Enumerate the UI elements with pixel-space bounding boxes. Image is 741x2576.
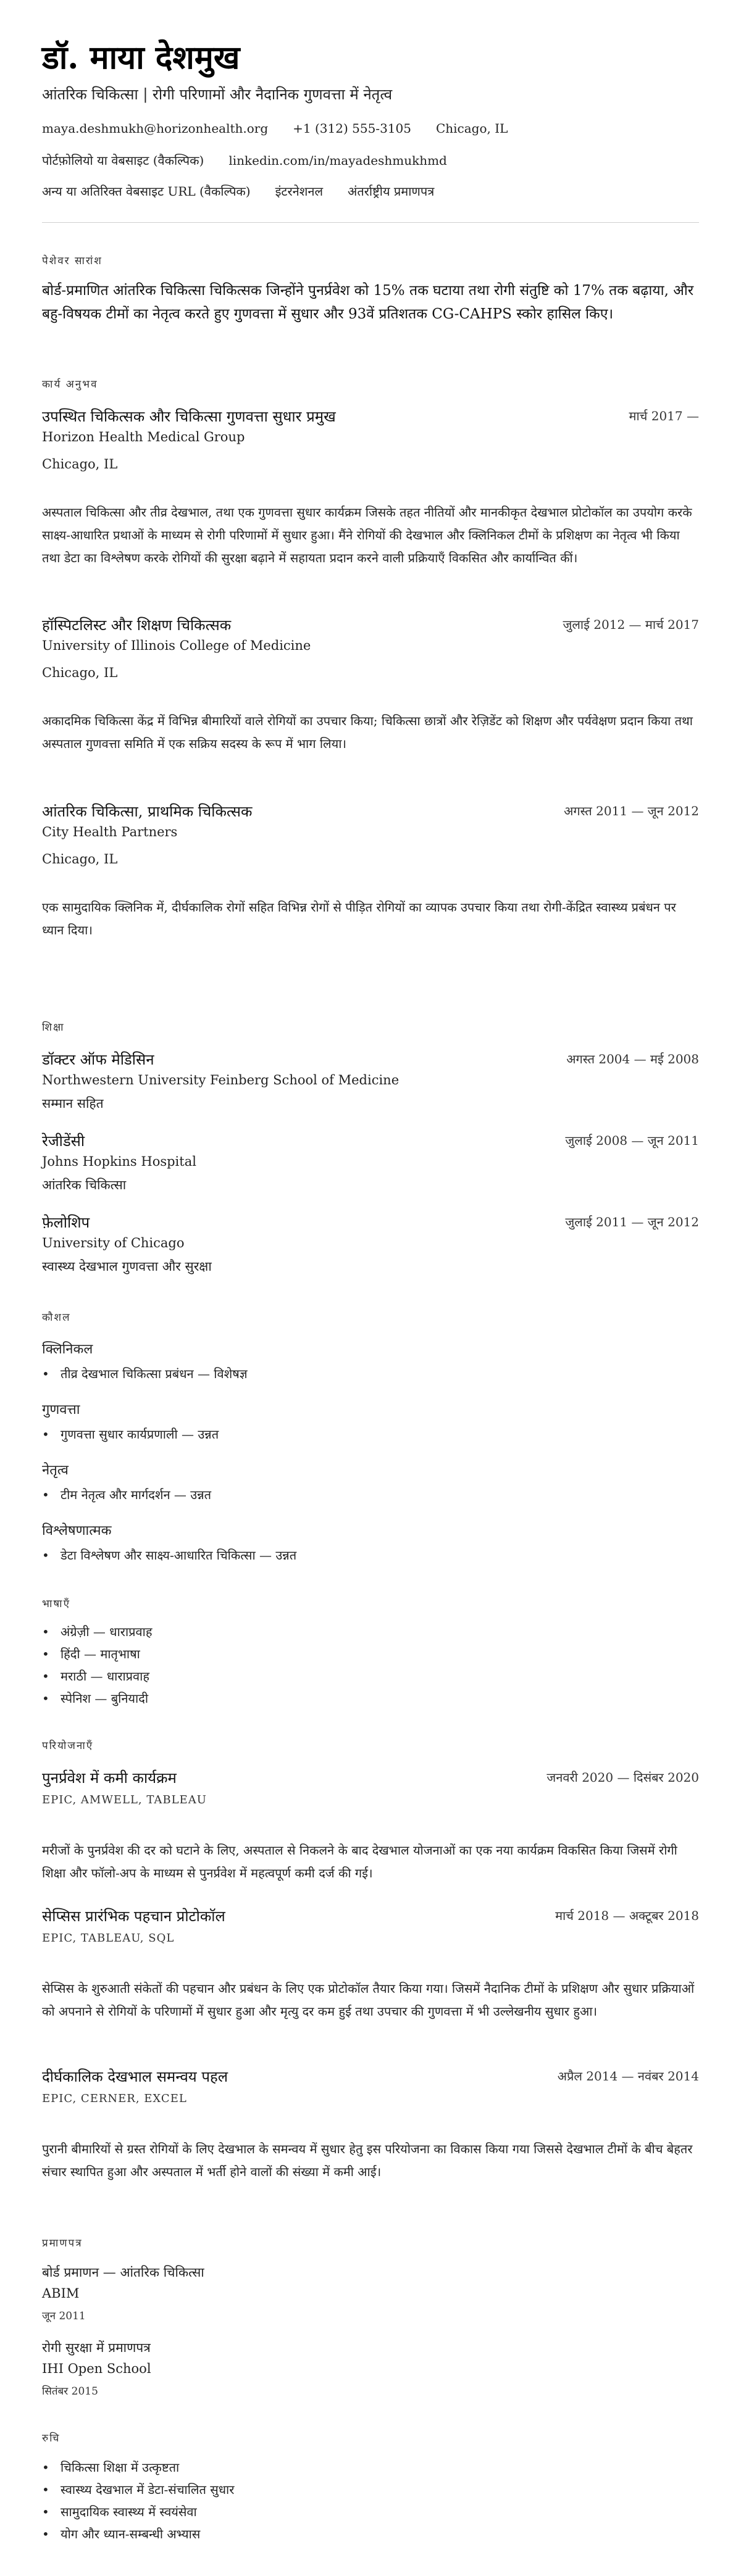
job-location: Chicago, IL xyxy=(42,665,118,680)
degree-title: रेजीडेंसी xyxy=(42,1132,85,1150)
job-description: एक सामुदायिक क्लिनिक में, दीर्घकालिक रोगों सहित विभिन्न रोगों से पीड़ित रोगियों का व्यापक उपचार किया तथा रोगी-केंद्रित स्वास्थ्य प्रबंधन पर ध्यान दिया। xyxy=(42,900,676,937)
project-description: पुरानी बीमारियों से ग्रस्त रोगियों के लिए देखभाल के समन्वय में सुधार हेतु इस परियोजना का विकास किया गया जिससे देखभाल टीमों के बीच बेहतर संचार स्थापित हुआ और अस्पताल में भर्ती होने वालों की संख्या में कमी आई। xyxy=(42,2142,693,2179)
cert-date: जून 2011 xyxy=(42,2310,86,2322)
job-location: Chicago, IL xyxy=(42,457,118,472)
language-item: • हिंदी — मातृभाषा xyxy=(42,1647,140,1661)
header-divider xyxy=(42,222,699,223)
education-org: Johns Hopkins Hospital xyxy=(42,1154,196,1169)
project-title: पुनर्प्रवेश में कमी कार्यक्रम xyxy=(42,1769,177,1787)
language-item: • अंग्रेज़ी — धाराप्रवाह xyxy=(42,1624,153,1639)
interest-item: • स्वास्थ्य देखभाल में डेटा-संचालित सुधार xyxy=(42,2482,235,2497)
cert-org: IHI Open School xyxy=(42,2361,151,2376)
headline: आंतरिक चिकित्सा | रोगी परिणामों और नैदानिक गुणवत्ता में नेतृत्व xyxy=(42,86,393,103)
skill-item: • गुणवत्ता सुधार कार्यप्रणाली — उन्नत xyxy=(42,1427,219,1442)
linkedin-link[interactable]: linkedin.com/in/mayadeshmukhmd xyxy=(228,153,447,168)
skill-item: • तीव्र देखभाल चिकित्सा प्रबंधन — विशेषज्ञ xyxy=(42,1366,248,1381)
job-org: University of Illinois College of Medicine xyxy=(42,638,311,653)
skill-group-name: विश्लेषणात्मक xyxy=(42,1523,112,1539)
project-description: सेप्सिस के शुरुआती संकेतों की पहचान और प्रबंधन के लिए एक प्रोटोकॉल तैयार किया गया। जिसमें नैदानिक टीमों के प्रशिक्षण और सुधार प्रक्रियाओं को अपनाने से रोगियों के परिणामों में सुधार हुआ और मृत्यु दर कम हुई तथा उपचार की गुणवत्ता में भी उल्लेखनीय सुधार हुआ। xyxy=(42,1981,695,2019)
contact-row-2 xyxy=(42,152,472,168)
project-date: मार्च 2018 — अक्टूबर 2018 xyxy=(555,1908,699,1923)
degree-title: डॉक्टर ऑफ मेडिसिन xyxy=(42,1051,154,1068)
education-date: जुलाई 2008 — जून 2011 xyxy=(565,1133,699,1148)
portfolio-link[interactable]: पोर्टफ़ोलियो या वेबसाइट (वैकल्पिक) xyxy=(42,153,204,168)
email-link[interactable]: maya.deshmukh@horizonhealth.org xyxy=(42,121,269,136)
project-tools: EPIC, AMWELL, TABLEAU xyxy=(42,1793,207,1806)
education-note: स्वास्थ्य देखभाल गुणवत्ता और सुरक्षा xyxy=(42,1259,212,1274)
skill-group-name: नेतृत्व xyxy=(42,1463,69,1478)
cert-title: बोर्ड प्रमाणन — आंतरिक चिकित्सा xyxy=(42,2265,204,2280)
certifications-heading: प्रमाणपत्र xyxy=(42,2237,83,2250)
phone[interactable]: +1 (312) 555-3105 xyxy=(293,121,411,136)
summary-heading: पेशेवर सारांश xyxy=(42,255,103,267)
project-tools: EPIC, TABLEAU, SQL xyxy=(42,1932,175,1945)
project-title: सेप्सिस प्रारंभिक पहचान प्रोटोकॉल xyxy=(42,1908,225,1925)
projects-heading: परियोजनाएँ xyxy=(42,1740,94,1752)
job-date: जुलाई 2012 — मार्च 2017 xyxy=(563,617,699,632)
interests-heading: रुचि xyxy=(42,2432,61,2445)
extra-3: अंतर्राष्ट्रीय प्रमाणपत्र xyxy=(348,184,435,199)
skills-heading: कौशल xyxy=(42,1311,71,1324)
skill-group-name: गुणवत्ता xyxy=(42,1402,80,1418)
cert-org: ABIM xyxy=(42,2286,80,2301)
education-heading: शिक्षा xyxy=(42,1021,65,1034)
job-title: उपस्थित चिकित्सक और चिकित्सा गुणवत्ता सुधार प्रमुख xyxy=(42,408,336,425)
language-item: • स्पेनिश — बुनियादी xyxy=(42,1691,149,1706)
job-date: मार्च 2017 — xyxy=(629,409,699,423)
interest-item: • चिकित्सा शिक्षा में उत्कृष्टता xyxy=(42,2460,180,2475)
project-date: जनवरी 2020 — दिसंबर 2020 xyxy=(546,1770,699,1785)
skill-item: • टीम नेतृत्व और मार्गदर्शन — उन्नत xyxy=(42,1487,212,1502)
job-title: आंतरिक चिकित्सा, प्राथमिक चिकित्सक xyxy=(42,803,253,820)
contact-row-3 xyxy=(42,183,459,199)
languages-heading: भाषाएँ xyxy=(42,1598,70,1610)
language-item: • मराठी — धाराप्रवाह xyxy=(42,1669,149,1684)
job-org: Horizon Health Medical Group xyxy=(42,430,245,444)
education-org: Northwestern University Feinberg School of Medicine xyxy=(42,1073,400,1087)
skill-group-name: क्लिनिकल xyxy=(42,1342,93,1357)
candidate-name: डॉ. माया देशमुख xyxy=(42,39,240,77)
project-tools: EPIC, CERNER, EXCEL xyxy=(42,2092,187,2105)
project-date: अप्रैल 2014 — नवंबर 2014 xyxy=(557,2069,699,2084)
contact-row-1 xyxy=(42,121,532,136)
interest-item: • योग और ध्यान-सम्बन्धी अभ्यास xyxy=(42,2527,201,2541)
interest-item: • सामुदायिक स्वास्थ्य में स्वयंसेवा xyxy=(42,2504,197,2519)
job-date: अगस्त 2011 — जून 2012 xyxy=(564,804,699,818)
education-note: आंतरिक चिकित्सा xyxy=(42,1178,127,1192)
job-location: Chicago, IL xyxy=(42,852,118,866)
location: Chicago, IL xyxy=(435,121,508,136)
job-org: City Health Partners xyxy=(42,825,178,839)
cert-date: सितंबर 2015 xyxy=(42,2385,98,2398)
job-description: अस्पताल चिकित्सा और तीव्र देखभाल, तथा एक गुणवत्ता सुधार कार्यक्रम जिसके तहत नीतियों और मानकीकृत देखभाल प्रोटोकॉल का उपयोग करके साक्ष्य-आधारित प्रथाओं के माध्यम से रोगी परिणामों में सुधार हुआ। मैंने रोगियों की देखभाल और क्लिनिकल टीमों के प्रशिक्षण का नेतृत्व भी किया तथा डेटा का विश्लेषण करके रोगियों की सुरक्षा बढ़ाने में सहायता प्रदान करने वाली प्रक्रियाएँ विकसित और कार्यान्वित कीं। xyxy=(42,505,692,565)
job-title: हॉस्पिटलिस्ट और शिक्षण चिकित्सक xyxy=(42,617,232,634)
job-description: अकादमिक चिकित्सा केंद्र में विभिन्न बीमारियों वाले रोगियों का उपचार किया; चिकित्सा छात्रों और रेज़िडेंट को शिक्षण और पर्यवेक्षण प्रदान किया तथा अस्पताल गुणवत्ता समिति में एक सक्रिय सदस्य के रूप में भाग लिया। xyxy=(42,713,693,751)
project-description: मरीजों के पुनर्प्रवेश की दर को घटाने के लिए, अस्पताल से निकलने के बाद देखभाल योजनाओं का एक नया कार्यक्रम विकसित किया जिसमें रोगी शिक्षा और फॉलो-अप के माध्यम से पुनर्प्रवेश में महत्वपूर्ण कमी दर्ज की गई। xyxy=(42,1843,677,1880)
summary-text: बोर्ड-प्रमाणित आंतरिक चिकित्सा चिकित्सक जिन्होंने पुनर्प्रवेश को 15% तक घटाया तथा रोगी संतुष्टि को 17% तक बढ़ाया, और बहु-विषयक टीमों का नेतृत्व करते हुए गुणवत्ता में सुधार और 93वें प्रतिशतक CG-CAHPS स्कोर हासिल किए। xyxy=(42,283,694,322)
education-org: University of Chicago xyxy=(42,1236,185,1250)
education-note: सम्मान सहित xyxy=(42,1096,104,1111)
cert-title: रोगी सुरक्षा में प्रमाणपत्र xyxy=(42,2340,151,2355)
education-date: अगस्त 2004 — मई 2008 xyxy=(566,1052,699,1066)
degree-title: फ़ेलोशिप xyxy=(42,1214,90,1231)
project-title: दीर्घकालिक देखभाल समन्वय पहल xyxy=(42,2068,228,2085)
skill-item: • डेटा विश्लेषण और साक्ष्य-आधारित चिकित्सा — उन्नत xyxy=(42,1548,297,1563)
experience-heading: कार्य अनुभव xyxy=(42,378,98,391)
extra-2: इंटरनेशनल xyxy=(275,184,324,199)
education-date: जुलाई 2011 — जून 2012 xyxy=(565,1215,699,1229)
extra-url[interactable]: अन्य या अतिरिक्त वेबसाइट URL (वैकल्पिक) xyxy=(42,184,251,199)
